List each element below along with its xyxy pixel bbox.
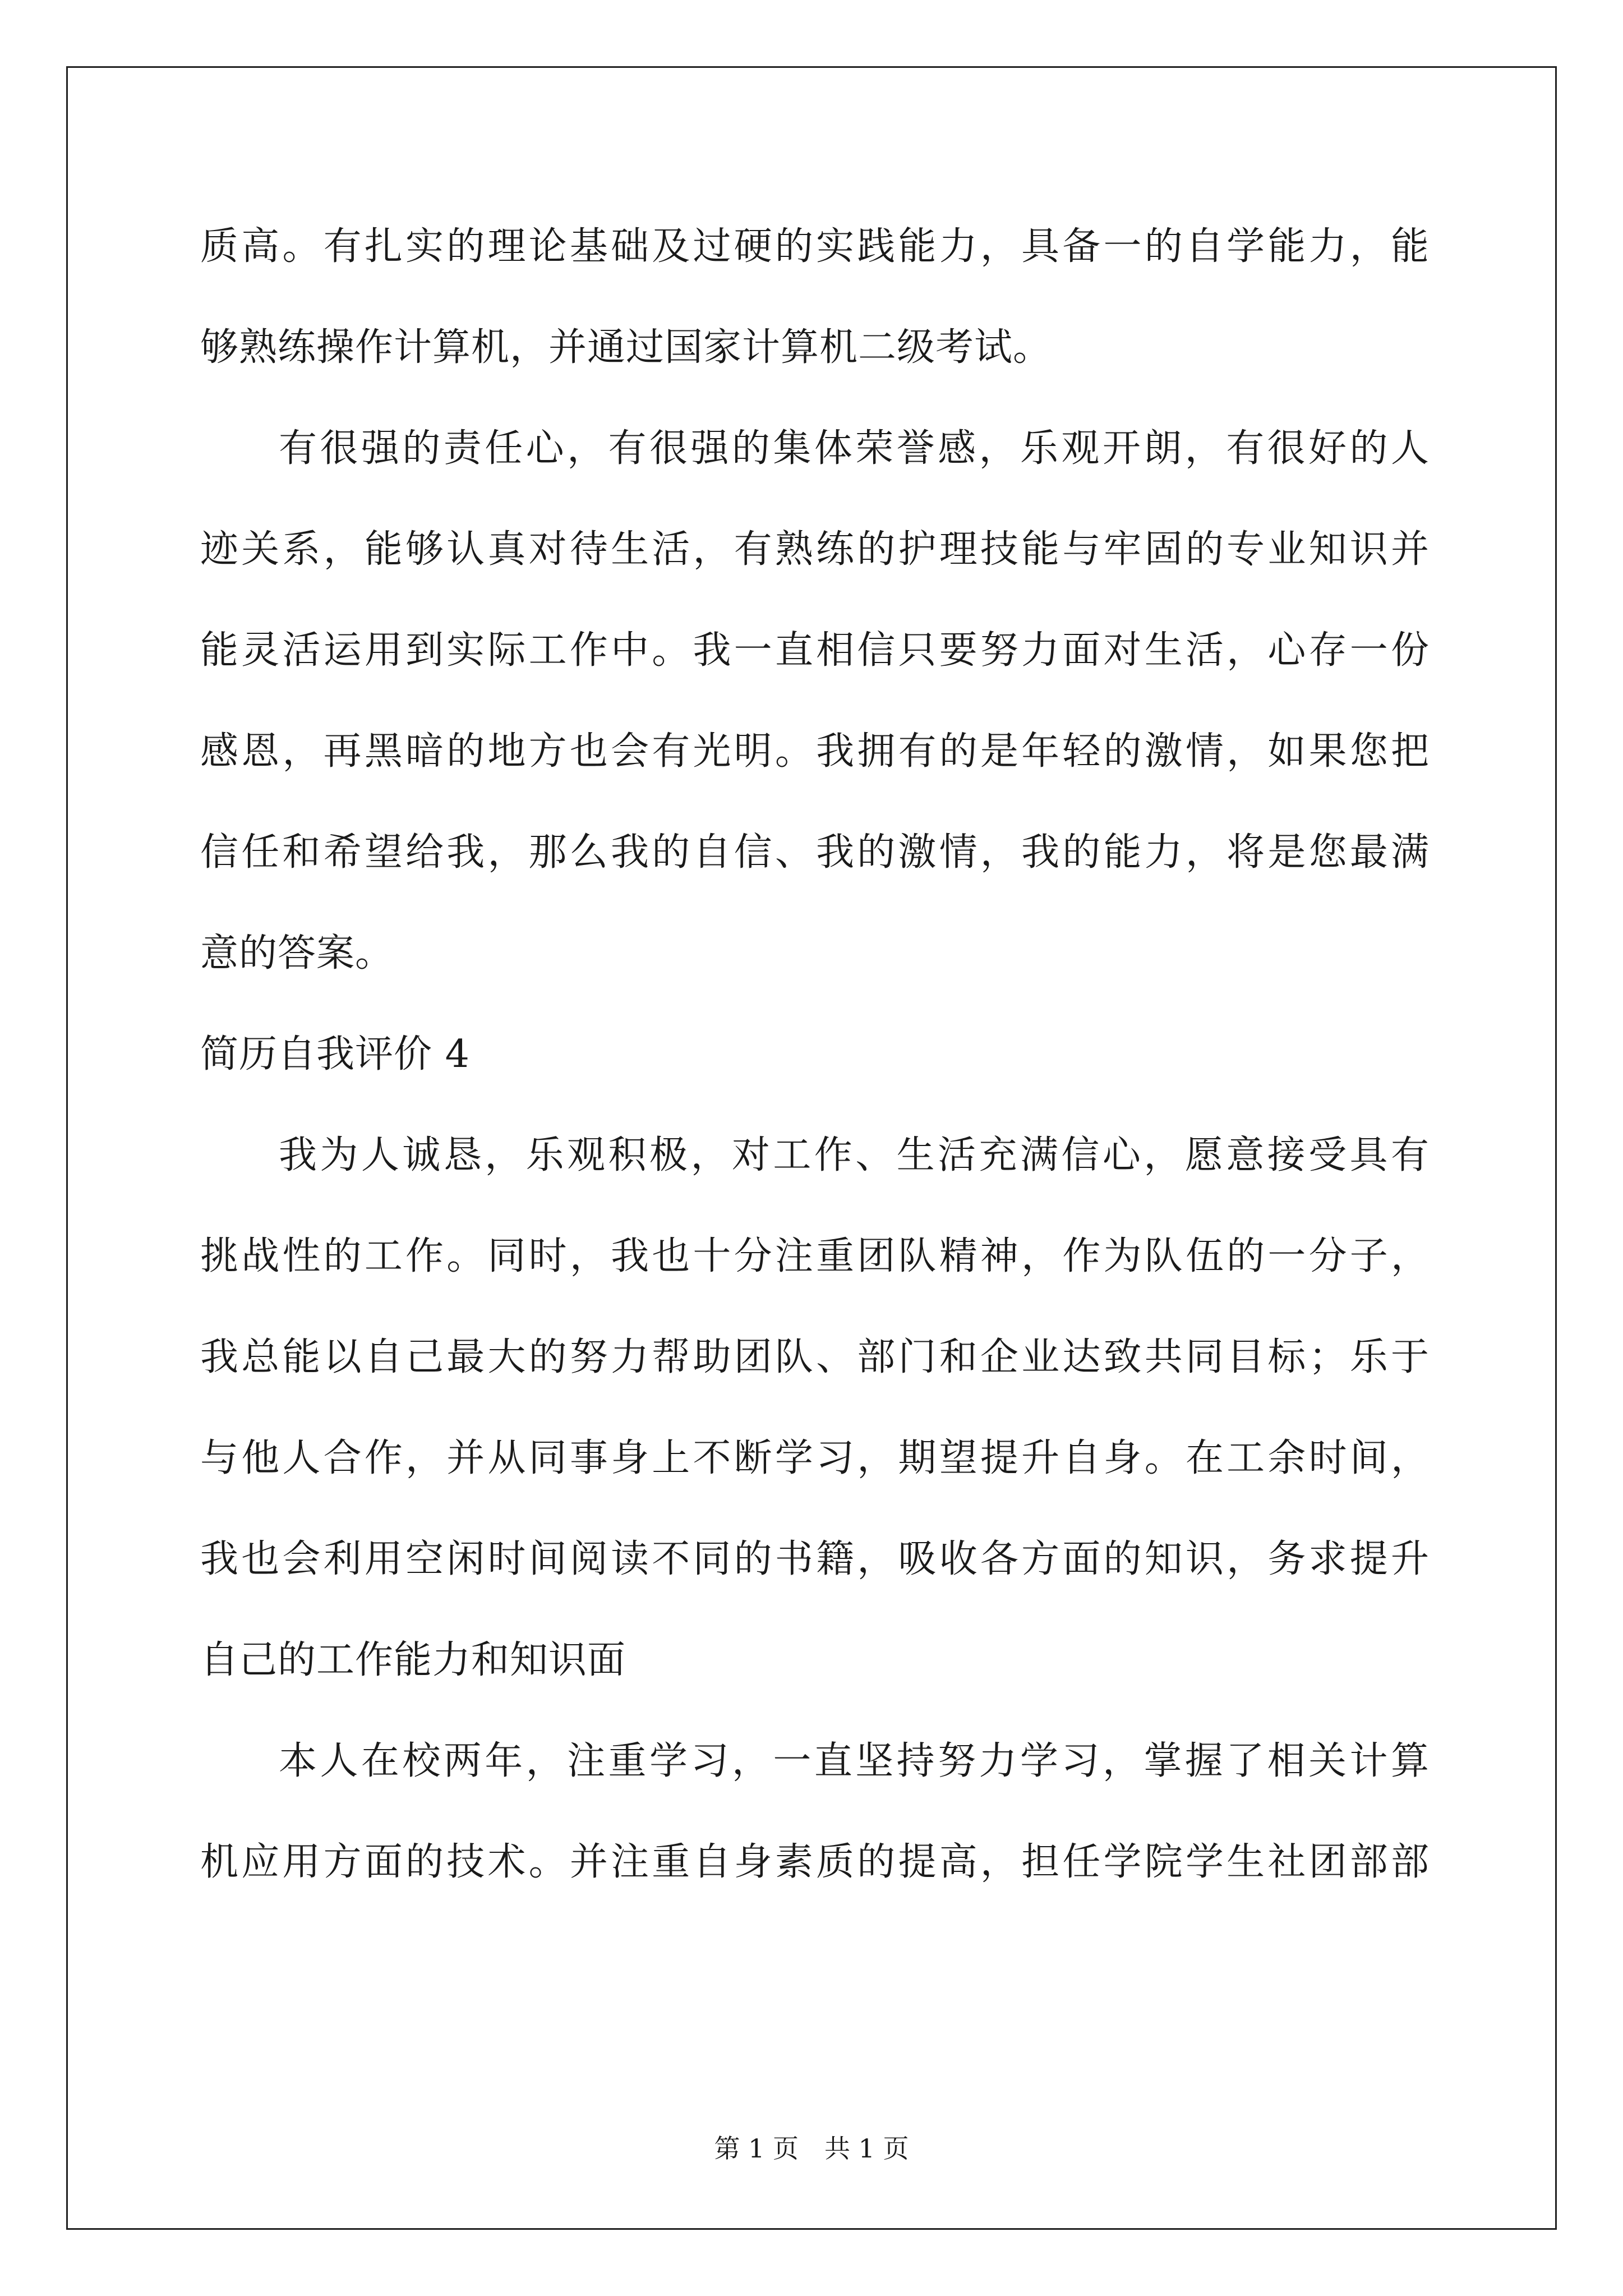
text-line: 自己的工作能力和知识面 bbox=[200, 1638, 626, 1682]
text-line: 质高。有扎实的理论基础及过硬的实践能力，具备一的自学能力，能 bbox=[200, 224, 1430, 269]
text-line: 能灵活运用到实际工作中。我一直相信只要努力面对生活，心存一份 bbox=[200, 628, 1430, 673]
text-line: 与他人合作，并从同事身上不断学习，期望提升自身。在工余时间， bbox=[200, 1436, 1430, 1480]
text-line: 机应用方面的技术。并注重自身素质的提高，担任学院学生社团部部 bbox=[200, 1840, 1430, 1884]
text-line: 挑战性的工作。同时，我也十分注重团队精神，作为队伍的一分子， bbox=[200, 1234, 1430, 1278]
text-line: 我也会利用空闲时间阅读不同的书籍，吸收各方面的知识，务求提升 bbox=[200, 1537, 1430, 1581]
page-footer: 第 1 页 共 1 页 bbox=[714, 2133, 909, 2164]
section-heading: 简历自我评价 4 bbox=[200, 1032, 470, 1076]
text-line: 感恩，再黑暗的地方也会有光明。我拥有的是年轻的激情，如果您把 bbox=[200, 729, 1430, 774]
text-line: 迹关系，能够认真对待生活，有熟练的护理技能与牢固的专业知识并 bbox=[200, 527, 1430, 572]
text-line: 有很强的责任心，有很强的集体荣誉感，乐观开朗，有很好的人 bbox=[279, 426, 1430, 471]
text-line: 意的答案。 bbox=[200, 931, 394, 976]
text-line: 信任和希望给我，那么我的自信、我的激情，我的能力，将是您最满 bbox=[200, 830, 1430, 875]
document-body bbox=[200, 222, 1430, 1938]
text-line: 我为人诚恳，乐观积极，对工作、生活充满信心，愿意接受具有 bbox=[279, 1133, 1430, 1177]
text-line: 我总能以自己最大的努力帮助团队、部门和企业达致共同目标；乐于 bbox=[200, 1335, 1430, 1379]
text-line: 够熟练操作计算机，并通过国家计算机二级考试。 bbox=[200, 325, 1052, 370]
text-line: 本人在校两年，注重学习，一直坚持努力学习，掌握了相关计算 bbox=[279, 1739, 1430, 1783]
